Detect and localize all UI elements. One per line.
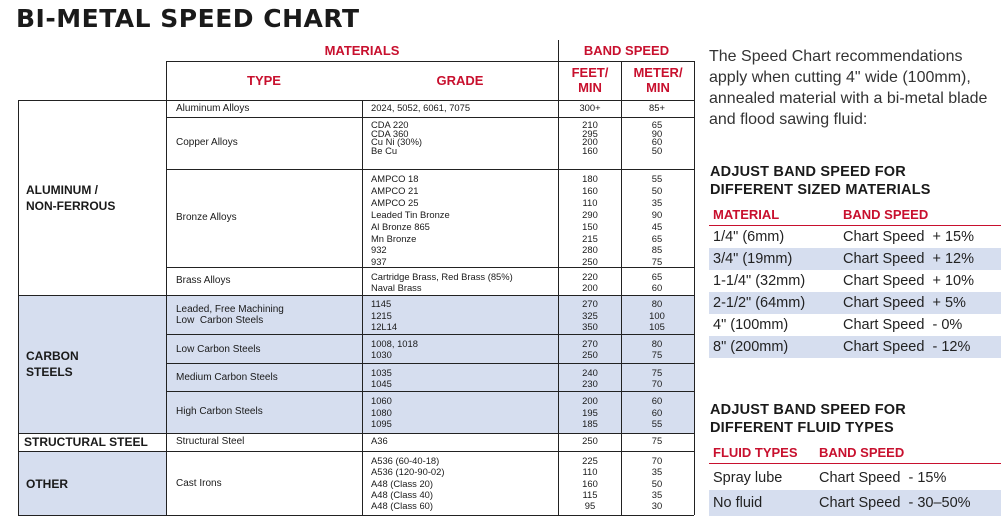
category-aluminum: [26, 182, 115, 214]
size-row: [709, 314, 1001, 336]
divider: [709, 463, 1001, 464]
size-label: 1/4" (6mm): [713, 229, 785, 245]
fluid-speed: Chart Speed - 15%: [819, 470, 947, 486]
grid-line: [558, 40, 559, 515]
size-col-material: MATERIAL: [713, 207, 780, 222]
meter-header: [622, 65, 694, 95]
category-structural: STRUCTURAL STEEL: [24, 435, 148, 449]
grid-line: [18, 515, 694, 516]
type-cell: High Carbon Steels: [176, 406, 263, 417]
meter-cell: 80 100 105: [649, 298, 665, 332]
type-cell: Cast Irons: [176, 478, 222, 489]
fluid-label: No fluid: [713, 495, 763, 511]
size-label: 8" (200mm): [713, 339, 789, 355]
size-label: 3/4" (19mm): [713, 251, 793, 267]
grid-line: [18, 100, 19, 515]
category-line: CARBON: [26, 349, 79, 363]
size-speed: Chart Speed - 0%: [843, 317, 963, 333]
grid-line: [166, 117, 694, 118]
section-title-line: DIFFERENT FLUID TYPES: [710, 420, 894, 436]
meter-header-line1: METER/: [633, 65, 683, 80]
grade-cell: Cartridge Brass, Red Brass (85%) Naval Brass: [371, 271, 513, 293]
category-other: OTHER: [26, 477, 68, 491]
grid-line: [166, 169, 694, 170]
feet-cell: 210 295 200 160: [582, 119, 598, 156]
grade-header: GRADE: [436, 73, 484, 88]
grid-line: [166, 61, 167, 515]
meter-cell: 60 60 55: [651, 395, 663, 429]
feet-cell: 220 200: [582, 271, 598, 293]
category-line: STEELS: [26, 365, 73, 379]
feet-header-line2: MIN: [578, 80, 602, 95]
meter-cell: 75 70: [651, 367, 663, 389]
type-cell: Low Carbon Steels: [176, 344, 261, 355]
feet-cell: 225 110 160 115 95: [582, 455, 598, 512]
meter-cell: 55 50 35 90 45 65 85 75: [651, 173, 663, 268]
type-cell: Bronze Alloys: [176, 212, 237, 223]
size-speed: Chart Speed + 12%: [843, 251, 974, 267]
meter-cell: 70 35 50 35 30: [651, 455, 663, 512]
grid-line: [166, 334, 694, 335]
grid-line: [18, 451, 694, 452]
grade-cell: 1060 1080 1095: [371, 395, 392, 429]
grade-cell: 1035 1045: [371, 367, 392, 389]
feet-header: [559, 65, 621, 95]
grade-cell: A36: [371, 435, 388, 446]
meter-cell: 75: [651, 435, 663, 446]
size-speed: Chart Speed - 12%: [843, 339, 971, 355]
section-title-line: ADJUST BAND SPEED FOR: [710, 164, 906, 180]
section-title-line: DIFFERENT SIZED MATERIALS: [710, 182, 931, 198]
grade-cell: CDA 220 CDA 360 Cu Ni (30%) Be Cu: [371, 119, 423, 156]
meter-cell: 85+: [649, 102, 665, 113]
meter-cell: 65 60: [651, 271, 663, 293]
feet-cell: 300+: [579, 102, 601, 113]
fluid-col-type: FLUID TYPES: [713, 445, 798, 460]
feet-cell: 180 160 110 290 150 215 280 250: [582, 173, 598, 268]
feet-cell: 270 250: [582, 338, 598, 360]
feet-header-line1: FEET/: [571, 65, 609, 80]
grid-line: [694, 61, 695, 515]
band-speed-header: BAND SPEED: [583, 43, 670, 58]
type-cell: Leaded, Free Machining Low Carbon Steels: [176, 304, 284, 326]
feet-cell: 250: [582, 435, 598, 446]
grid-line: [18, 295, 694, 296]
materials-header: MATERIALS: [324, 43, 400, 58]
grid-line: [166, 61, 694, 62]
feet-cell: 200 195 185: [582, 395, 598, 429]
category-line: ALUMINUM /: [26, 183, 98, 197]
feet-cell: 240 230: [582, 367, 598, 389]
grade-cell: 1008, 1018 1030: [371, 338, 418, 360]
size-speed: Chart Speed + 15%: [843, 229, 974, 245]
type-cell: Aluminum Alloys: [176, 103, 250, 114]
type-header: TYPE: [247, 73, 281, 88]
meter-cell: 65 90 60 50: [651, 119, 663, 156]
size-row: [709, 226, 1001, 248]
grid-line: [18, 100, 694, 101]
section-title-line: ADJUST BAND SPEED FOR: [710, 402, 906, 418]
fluid-section-title: [710, 401, 906, 437]
type-cell: Copper Alloys: [176, 137, 238, 148]
grid-line: [166, 391, 694, 392]
category-line: NON-FERROUS: [26, 199, 116, 213]
fluid-label: Spray lube: [713, 470, 783, 486]
category-carbon: [26, 348, 79, 380]
size-row: [709, 336, 1001, 358]
fluid-row: [709, 490, 1001, 516]
meter-header-line2: MIN: [646, 80, 670, 95]
type-cell: Medium Carbon Steels: [176, 372, 278, 383]
size-label: 4" (100mm): [713, 317, 789, 333]
meter-cell: 80 75: [651, 338, 663, 360]
grade-cell: AMPCO 18 AMPCO 21 AMPCO 25 Leaded Tin Bronze Al Bronze 865 Mn Bronze 932 937: [371, 173, 450, 268]
type-cell: Structural Steel: [176, 436, 245, 447]
size-row: [709, 292, 1001, 314]
fluid-speed: Chart Speed - 30–50%: [819, 495, 971, 511]
size-row: [709, 248, 1001, 270]
grid-line: [621, 61, 622, 515]
fluid-row: [709, 466, 1001, 490]
grid-line: [362, 100, 363, 515]
grade-cell: 2024, 5052, 6061, 7075: [371, 102, 471, 113]
fluid-col-speed: BAND SPEED: [819, 445, 905, 460]
grade-cell: A536 (60-40-18) A536 (120-90-02) A48 (Class 20) A48 (Class 40) A48 (Class 60): [371, 455, 445, 512]
feet-cell: 270 325 350: [582, 298, 598, 332]
type-cell: Brass Alloys: [176, 275, 231, 286]
size-row: [709, 270, 1001, 292]
grade-cell: 1145 1215 12L14: [371, 298, 398, 332]
size-label: 1-1/4" (32mm): [713, 273, 806, 289]
size-section-title: [710, 163, 931, 199]
intro-text: The Speed Chart recommendations apply when cutting 4" wide (100mm), annealed material with a bi-metal blade and flood sawing fluid:: [709, 48, 988, 128]
page-title: BI-METAL SPEED CHART: [16, 4, 360, 33]
size-col-speed: BAND SPEED: [843, 207, 929, 222]
grid-line: [166, 363, 694, 364]
size-speed: Chart Speed + 10%: [843, 273, 974, 289]
size-speed: Chart Speed + 5%: [843, 295, 966, 311]
size-label: 2-1/2" (64mm): [713, 295, 806, 311]
